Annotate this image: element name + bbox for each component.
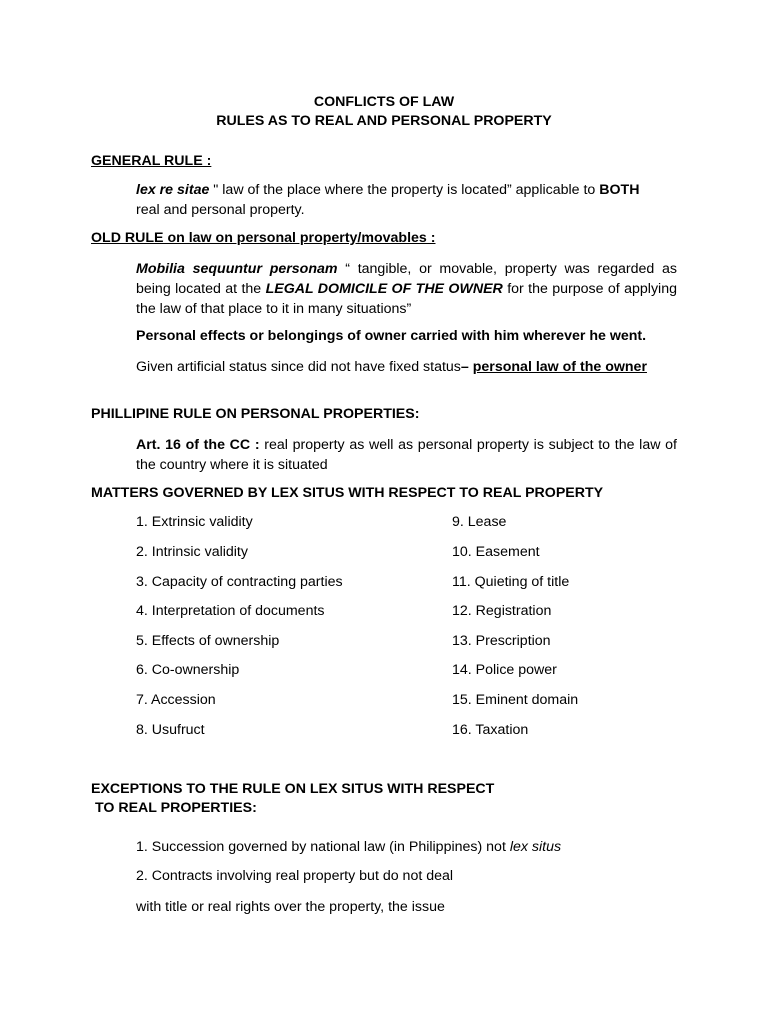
matters-left-item: 7. Accession bbox=[136, 692, 216, 708]
matters-right-item: 15. Eminent domain bbox=[452, 692, 579, 708]
exceptions-item-1 bbox=[136, 839, 561, 856]
exceptions-item-1-text: 1. Succession governed by national law (in Philippines) not bbox=[136, 839, 510, 855]
matters-left-item: 2. Intrinsic validity bbox=[136, 544, 248, 560]
matters-left-item: 3. Capacity of contracting parties bbox=[136, 574, 343, 590]
ph-rule-heading: PHILLIPINE RULE ON PERSONAL PROPERTIES: bbox=[91, 406, 420, 422]
old-rule-text-b: for the purpose of applying the law of that place to it in many situations” bbox=[136, 281, 677, 317]
old-rule-status-emphasis: personal law of the owner bbox=[472, 359, 647, 375]
matters-heading: MATTERS GOVERNED BY LEX SITUS WITH RESPECT TO REAL PROPERTY bbox=[91, 485, 604, 501]
matters-right-item: 10. Easement bbox=[452, 544, 540, 560]
old-rule-paragraph bbox=[136, 259, 677, 319]
document-subtitle: RULES AS TO REAL AND PERSONAL PROPERTY bbox=[216, 113, 552, 129]
matters-right-item: 14. Police power bbox=[452, 662, 557, 678]
document-title: CONFLICTS OF LAW bbox=[313, 94, 455, 110]
old-rule-emphasis: LEGAL DOMICILE OF THE OWNER bbox=[265, 281, 503, 297]
ph-rule-text: real property as well as personal property is subject to the law of the country where it is situated bbox=[136, 437, 677, 473]
matters-right-item: 13. Prescription bbox=[452, 633, 551, 649]
matters-left-item: 6. Co-ownership bbox=[136, 662, 240, 678]
matters-right-item: 16. Taxation bbox=[452, 722, 529, 738]
general-rule-text-b: real and personal property. bbox=[136, 202, 305, 218]
old-rule-bold-line: Personal effects or belongings of owner carried with him wherever he went. bbox=[136, 328, 647, 344]
exceptions-heading-line2: TO REAL PROPERTIES: bbox=[91, 800, 257, 816]
list-item bbox=[136, 603, 696, 623]
matters-right-item: 12. Registration bbox=[452, 603, 552, 619]
matters-right-item: 9. Lease bbox=[452, 514, 507, 530]
old-rule-status-paragraph bbox=[91, 357, 677, 377]
matters-right-item: 11. Quieting of title bbox=[452, 574, 570, 590]
general-rule-emphasis: BOTH bbox=[599, 182, 640, 198]
list-item bbox=[136, 692, 696, 712]
list-item bbox=[136, 544, 696, 564]
list-item bbox=[136, 574, 696, 594]
ph-rule-paragraph bbox=[136, 435, 677, 475]
list-item bbox=[136, 633, 696, 653]
old-rule-status-text: Given artificial status since did not have fixed status bbox=[136, 359, 461, 375]
list-item bbox=[136, 514, 696, 534]
general-rule-heading: GENERAL RULE : bbox=[91, 153, 212, 169]
matters-left-item: 5. Effects of ownership bbox=[136, 633, 280, 649]
exceptions-item-1-term: lex situs bbox=[509, 839, 562, 855]
old-rule-status-dash: – bbox=[460, 359, 473, 375]
old-rule-term: Mobilia sequuntur personam bbox=[136, 261, 338, 277]
list-item bbox=[136, 662, 696, 682]
exceptions-item-2: 2. Contracts involving real property but do not deal bbox=[136, 868, 454, 884]
matters-left-item: 4. Interpretation of documents bbox=[136, 603, 325, 619]
list-item bbox=[136, 722, 696, 742]
general-rule-text-a: " law of the place where the property is located” applicable to bbox=[209, 182, 600, 198]
general-rule-term: lex re sitae bbox=[136, 182, 210, 198]
exceptions-heading-line1: EXCEPTIONS TO THE RULE ON LEX SITUS WITH RESPECT bbox=[91, 781, 495, 797]
exceptions-item-2-continued: with title or real rights over the property, the issue bbox=[136, 899, 445, 915]
ph-rule-article: Art. 16 of the CC : bbox=[136, 437, 265, 453]
matters-left-item: 1. Extrinsic validity bbox=[136, 514, 253, 530]
old-rule-text-a: “ tangible, or movable, property was regarded as being located at the bbox=[136, 261, 677, 297]
matters-left-item: 8. Usufruct bbox=[136, 722, 205, 738]
old-rule-heading: OLD RULE on law on personal property/movables : bbox=[91, 230, 436, 246]
general-rule-paragraph bbox=[136, 180, 677, 200]
